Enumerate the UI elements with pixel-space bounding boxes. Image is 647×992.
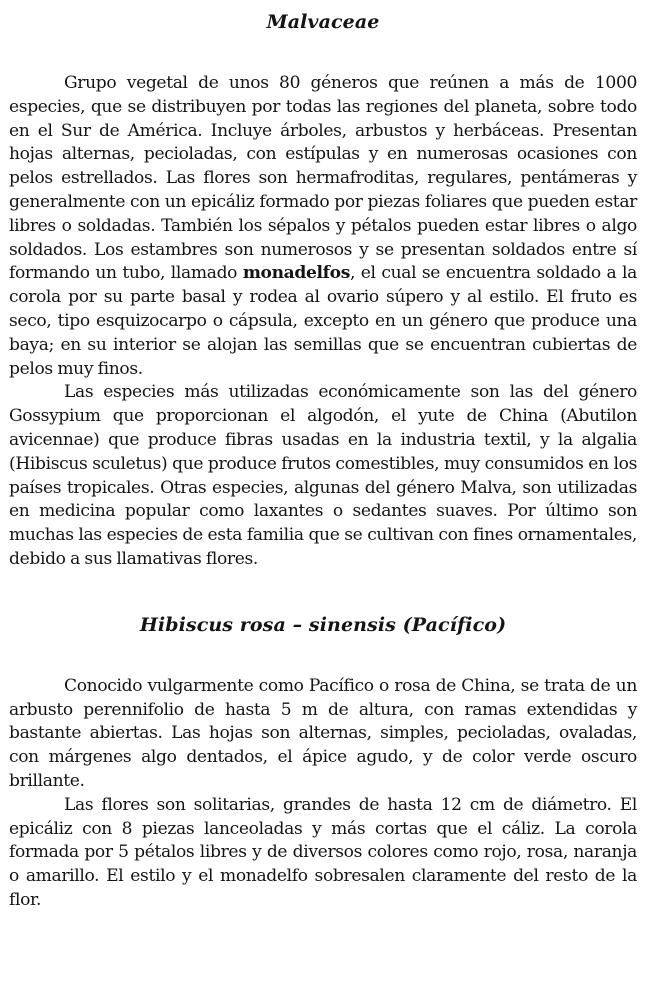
paragraph-text: , el cual se encuentra soldado a la corola por su parte basal y rodea al ovario súpero y al estilo. El fruto es seco, tipo esquizocarpo o cápsula, excepto en un género que produce una baya; en su interior se alojan las semillas que se encuentran cubiertas de pelos muy finos.	[9, 263, 637, 379]
bold-term-monadelfos: monadelfos	[242, 263, 351, 284]
section-title-malvaceae: Malvaceae	[266, 11, 380, 33]
paragraph-text: Grupo vegetal de unos 80 géneros que reúnen a más de 1000 especies, que se distribuyen por todas las regiones del planeta, sobre todo en el Sur de América. Incluye árboles, arbustos y herbáceas. Presentan hojas alternas, pecioladas, con estípulas y en numerosas ocasiones con pelos estrellados. Las flores son hermafroditas, regulares, pentámeras y generalmente con un epicáliz formado por piezas foliares que pueden estar libres o soldadas. También los sépalos y pétalos pueden estar libres o algo soldados. Los estambres son numerosos y se presentan soldados entre sí formando un tubo, llamado	[9, 73, 637, 284]
paragraph-malvaceae-description	[9, 72, 637, 381]
paragraph-hibiscus-description: Conocido vulgarmente como Pacífico o rosa de China, se trata de un arbusto perennifolio de hasta 5 m de altura, con ramas extendidas y bastante abiertas. Las hojas son alternas, simples, pecioladas, ovaladas, con márgenes algo dentados, el ápice agudo, y de color verde oscuro brillante.	[9, 675, 637, 791]
section-title-hibiscus: Hibiscus rosa – sinensis (Pacífico)	[139, 613, 507, 636]
paragraph-malvaceae-uses: Las especies más utilizadas económicamente son las del género Gossypium que proporcionan el algodón, el yute de China (Abutilon avicennae) que produce fibras usadas en la industria textil, y la algalia (Hibiscus sculetus) que produce frutos comestibles, muy consumidos en los países tropicales. Otras especies, algunas del género Malva, son utilizadas en medicina popular como laxantes o sedantes suaves. Por último son muchas las especies de esta familia que se cultivan con fines ornamentales, debido a sus llamativas flores.	[9, 382, 637, 569]
document-page	[9, 0, 637, 913]
paragraph-hibiscus-flowers: Las flores son solitarias, grandes de hasta 12 cm de diámetro. El epicáliz con 8 piezas lanceoladas y más cortas que el cáliz. La corola formada por 5 pétalos libres y de diversos colores como rojo, rosa, naranja o amarillo. El estilo y el monadelfo sobresalen claramente del resto de la flor.	[9, 794, 637, 910]
